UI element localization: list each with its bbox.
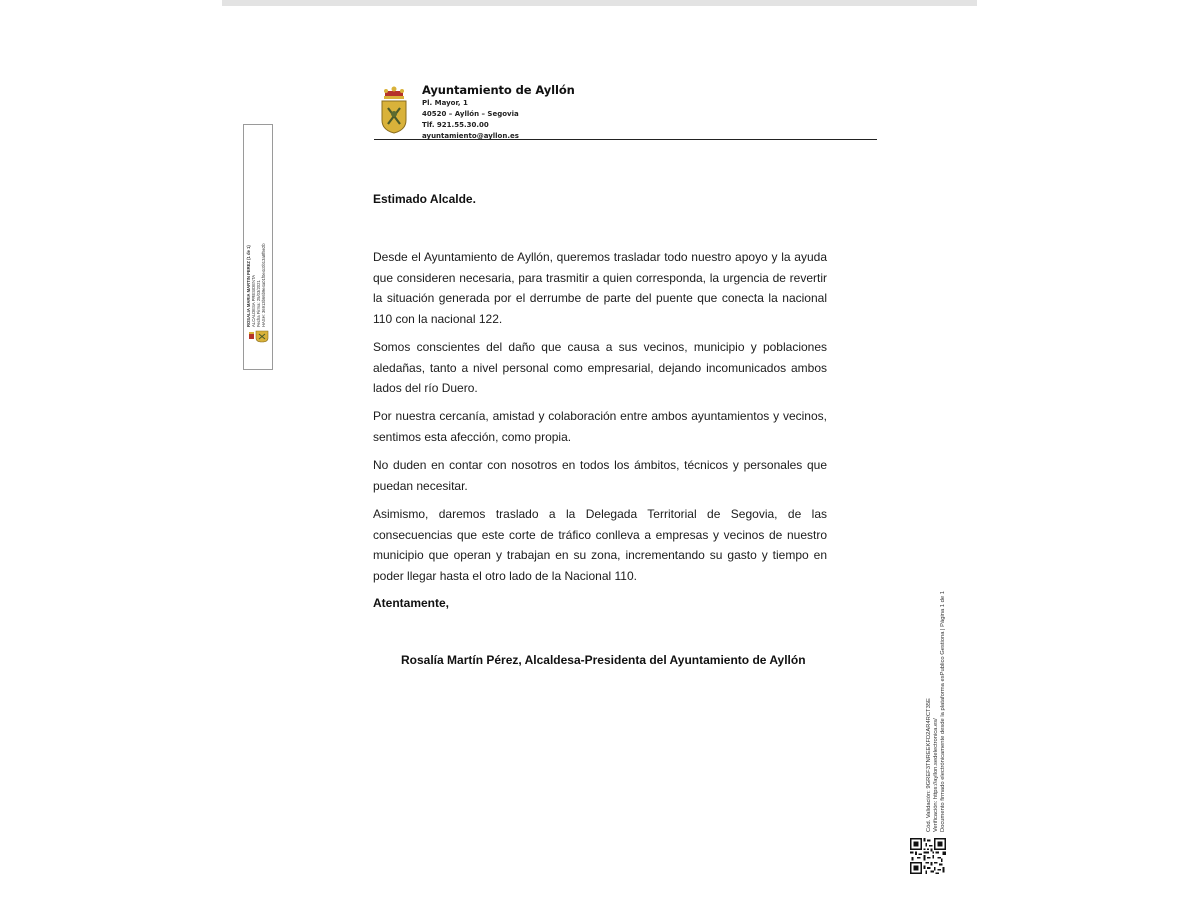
- stamp-crest-icon: [248, 329, 270, 343]
- validation-text: [926, 562, 948, 832]
- stamp-date: Fecha Firma: 25/03/2021: [256, 280, 261, 327]
- org-name: Ayuntamiento de Ayllón: [422, 83, 575, 97]
- letterhead: [374, 82, 877, 140]
- coat-of-arms-icon: [379, 86, 409, 134]
- org-city: 40520 – Ayllón – Segovia: [422, 110, 519, 118]
- paragraph-2: Somos conscientes del daño que causa a sus vecinos, municipio y poblaciones aledañas, tanto a nivel personal como empresarial, dejando incomunicados ambos lados del río Duero.: [373, 340, 827, 395]
- closing: Atentamente,: [373, 596, 450, 610]
- greeting: Estimado Alcalde.: [373, 192, 476, 206]
- qr-code-icon: [910, 838, 946, 874]
- org-email: ayuntamiento@ayllon.es: [422, 132, 519, 140]
- paragraph-3: Por nuestra cercanía, amistad y colaboración entre ambos ayuntamientos y vecinos, sentimos esta afección, como propia.: [373, 409, 827, 444]
- validation-url[interactable]: Verificación: https://ayllon.sedelectronica.es/: [933, 718, 940, 832]
- stamp-text: [246, 197, 266, 327]
- paragraph-4: No duden en contar con nosotros en todos los ámbitos, técnicos y personales que puedan necesitar.: [373, 458, 827, 493]
- stamp-hash: HASH: 36913b66b9e4a01f0e4c0b13a8f5e2b: [261, 243, 266, 327]
- stamp-role: ALCALDESA PRESIDENTA: [251, 274, 256, 327]
- signature-stamp: [243, 124, 273, 370]
- validation-code: Cód. Validación: 9GREF3TNREEKFD2AR4RCT35E: [926, 698, 932, 832]
- org-phone: Tlf. 921.55.30.00: [422, 121, 489, 129]
- paragraph-5: Asimismo, daremos traslado a la Delegada Territorial de Segovia, de las consecuencias que este corte de tráfico conlleva a empresas y vecinos de nuestro municipio que operan y trabajan en su zona, incrementando su gasto y tiempo en poder llegar hasta el otro lado de la Nacional 110.: [373, 507, 827, 583]
- paragraph-1: Desde el Ayuntamiento de Ayllón, queremos trasladar todo nuestro apoyo y la ayuda que consideren necesaria, para trasmitir a quien corresponda, la urgencia de revertir la situación generada por el derrumbe de parte del puente que conecta la nacional 110 con la nacional 122.: [373, 250, 827, 326]
- org-address: Pl. Mayor, 1: [422, 99, 468, 107]
- validation-platform: Documento firmado electrónicamente desde la plataforma esPublico Gestiona | Página 1 de 1: [940, 591, 947, 832]
- stamp-signer: ROSALIA MARIA MARTIN PEREZ (1 de 1): [246, 245, 251, 327]
- signature-line: Rosalía Martín Pérez, Alcaldesa-Presidenta del Ayuntamiento de Ayllón: [401, 653, 806, 667]
